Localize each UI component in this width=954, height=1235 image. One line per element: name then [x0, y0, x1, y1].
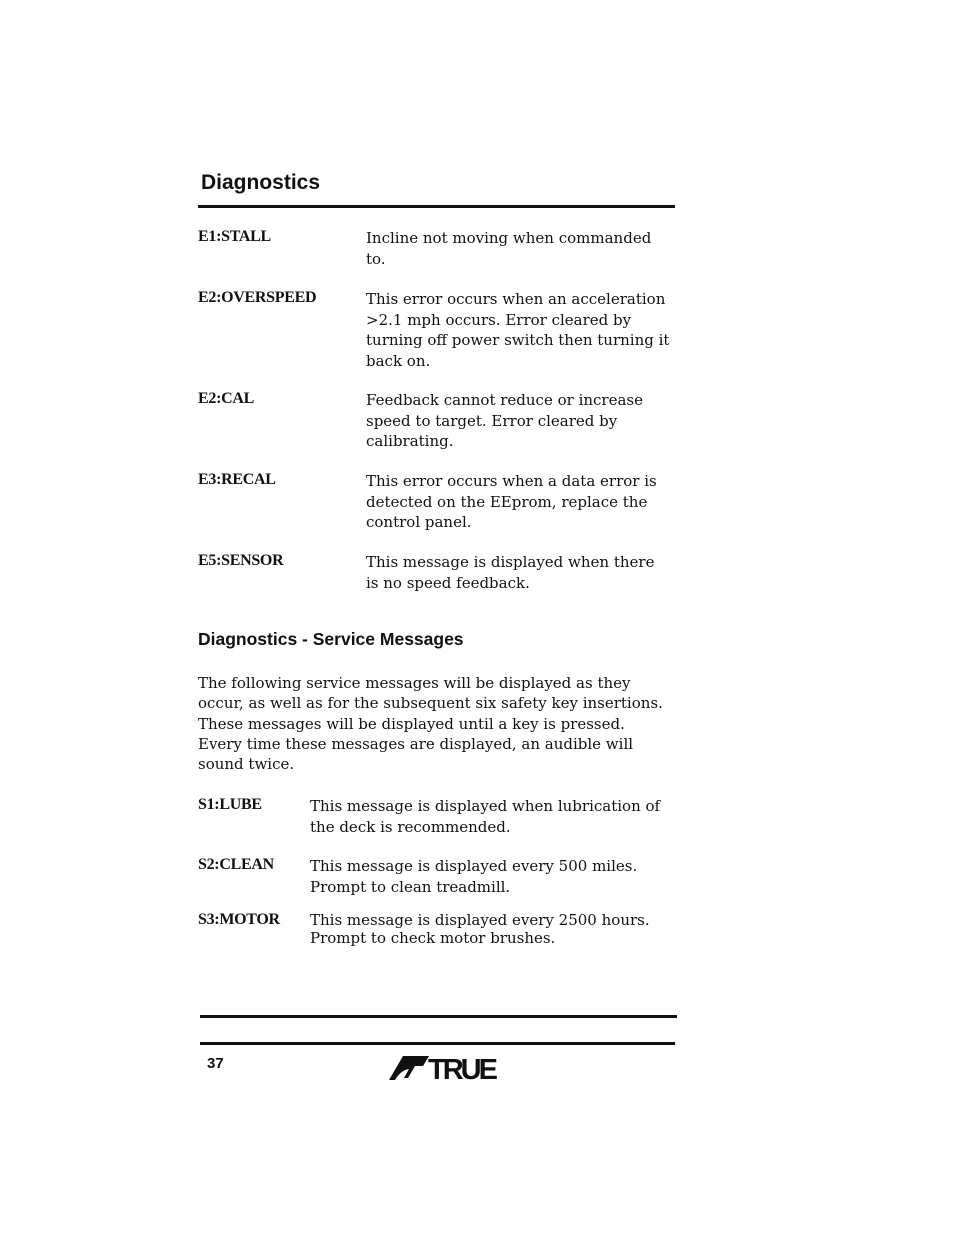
service-description: This message is displayed every 2500 hours. Prompt to check motor brushes.	[310, 911, 650, 947]
service-description: This message is displayed every 500 miles. Prompt to clean treadmill.	[310, 857, 638, 896]
footer-divider-lower	[200, 1042, 675, 1045]
footer-divider-upper	[200, 1015, 677, 1018]
brand-wordmark: TRUE	[428, 1056, 495, 1080]
service-code: S1:LUBE	[198, 796, 262, 813]
error-code: E2:CAL	[198, 390, 254, 407]
service-description: This message is displayed when lubrication of the deck is recommended.	[310, 797, 661, 836]
error-code: E3:RECAL	[198, 471, 276, 488]
error-description: Incline not moving when commanded to.	[366, 229, 652, 268]
page-number: 37	[207, 1055, 224, 1072]
service-code: S2:CLEAN	[198, 856, 274, 873]
true-logo	[389, 1056, 537, 1080]
error-code: E5:SENSOR	[198, 552, 284, 569]
section-heading: Diagnostics - Service Messages	[198, 629, 464, 649]
error-description: This error occurs when an acceleration >2.1 mph occurs. Error cleared by turning off power switch then turning it back on.	[366, 290, 670, 370]
error-code: E1:STALL	[198, 228, 271, 245]
error-code: E2:OVERSPEED	[198, 289, 317, 306]
page-title: Diagnostics	[201, 171, 321, 194]
true-logo-icon	[389, 1056, 537, 1080]
error-description: This message is displayed when there is no speed feedback.	[366, 553, 655, 592]
service-code: S3:MOTOR	[198, 911, 280, 928]
title-divider	[198, 205, 675, 208]
error-description: Feedback cannot reduce or increase speed to target. Error cleared by calibrating.	[366, 391, 643, 450]
error-description: This error occurs when a data error is detected on the EEprom, replace the control panel.	[366, 472, 657, 531]
section-intro: The following service messages will be displayed as they occur, as well as for the subsequent six safety key insertions. These messages will be displayed until a key is pressed. Every time these messages are displayed, an audible will sound twice.	[198, 674, 663, 774]
